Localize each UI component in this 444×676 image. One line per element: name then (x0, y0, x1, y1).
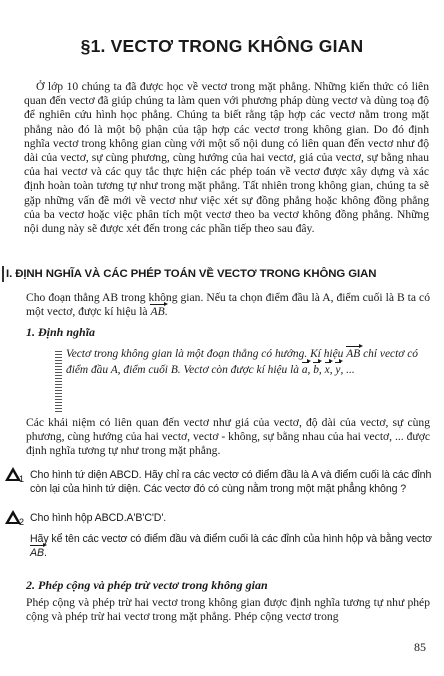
activity-1-number: 1 (19, 474, 25, 482)
definition-box: Vectơ trong không gian là một đoạn thẳng có hướng. Kí hiệu AB chỉ vectơ có điểm đầu A, điểm cuối B. Vectơ còn được kí hiệu là a, b, x, y, ... (66, 347, 418, 378)
subsection-heading-definition: 1. Định nghĩa (26, 325, 96, 339)
activity-2-icon (4, 509, 26, 525)
vector-ab: AB (346, 347, 360, 363)
definition-followup: Các khái niệm có liên quan đến vectơ như giá của vectơ, độ dài của vectơ, sự cùng phương, cùng hướng của hai vectơ, vectơ - không, sự bằng nhau của hai vectơ, ... được định nghĩa tương tự như trong mặt phẳng. (26, 416, 430, 458)
subsection-heading-addition: 2. Phép cộng và phép trừ vectơ trong không gian (26, 578, 268, 592)
definition-marker (55, 350, 62, 412)
section-intro: Cho đoạn thẳng AB trong không gian. Nếu ta chọn điểm đầu là A, điểm cuối là B ta có một vectơ, được kí hiệu là AB. (26, 291, 430, 319)
activity-2-line2: Hãy kể tên các vectơ có điểm đầu và điểm cuối là các đỉnh của hình hộp và bằng vectơ AB. (30, 533, 432, 560)
activity-1-text: Cho hình tứ diện ABCD. Hãy chỉ ra các vectơ có điểm đầu là A và điểm cuối là các đỉnh còn lại của hình tứ diện. Các vectơ đó có cùng nằm trong một mặt phẳng không ? (30, 469, 432, 496)
section-heading: I. ĐỊNH NGHĨA VÀ CÁC PHÉP TOÁN VỀ VECTƠ TRONG KHÔNG GIAN (6, 268, 377, 280)
activity-2-line1: Cho hình hộp ABCD.A'B'C'D'. (30, 512, 167, 524)
triangle-icon (4, 509, 26, 525)
triangle-icon (4, 466, 26, 482)
section-marker (2, 266, 4, 282)
vector-ab: AB (30, 547, 44, 560)
vector-ab: AB (150, 305, 165, 319)
activity-1-icon (4, 466, 26, 482)
vector-b: b (313, 363, 319, 379)
page-number: 85 (414, 640, 426, 654)
vector-a: a (302, 363, 308, 379)
addition-paragraph: Phép cộng và phép trừ hai vectơ trong không gian được định nghĩa tương tự như phép cộng và phép trừ hai vectơ trong mặt phẳng. Phép cộng vectơ trong (26, 596, 430, 624)
activity-2-number: 2 (19, 517, 25, 525)
page-title: §1. VECTƠ TRONG KHÔNG GIAN (80, 36, 364, 56)
vector-y: y (335, 363, 340, 379)
intro-paragraph: Ở lớp 10 chúng ta đã được học về vectơ trong mặt phẳng. Những kiến thức có liên quan đến vectơ đã giúp chúng ta làm quen với phương pháp dùng vectơ và dùng toạ độ để nghiên cứu hình học phẳng. Chúng ta biết rằng tập hợp các vectơ nằm trong mặt phẳng nào đó là một bộ phận của tập hợp các vectơ trong không gian. Do đó định nghĩa vectơ trong không gian cùng với một số nội dung có liên quan đến vectơ như độ dài của vectơ, sự cùng phương, cùng hướng của hai vectơ, giá của vectơ, sự bằng nhau của hai vectơ và các quy tắc thực hiện các phép toán về vectơ được xây dựng và xác định hoàn toàn tương tự như trong mặt phẳng. Tất nhiên trong không gian, chúng ta sẽ gặp những vấn đề mới về vectơ như việc xét sự đồng phẳng hoặc không đồng phẳng của ba vectơ hoặc việc phân tích một vectơ theo ba vectơ không đồng phẳng. Những nội dung này sẽ được xét đến trong các phần tiếp theo sau đây. (24, 80, 429, 236)
vector-x: x (325, 363, 330, 379)
